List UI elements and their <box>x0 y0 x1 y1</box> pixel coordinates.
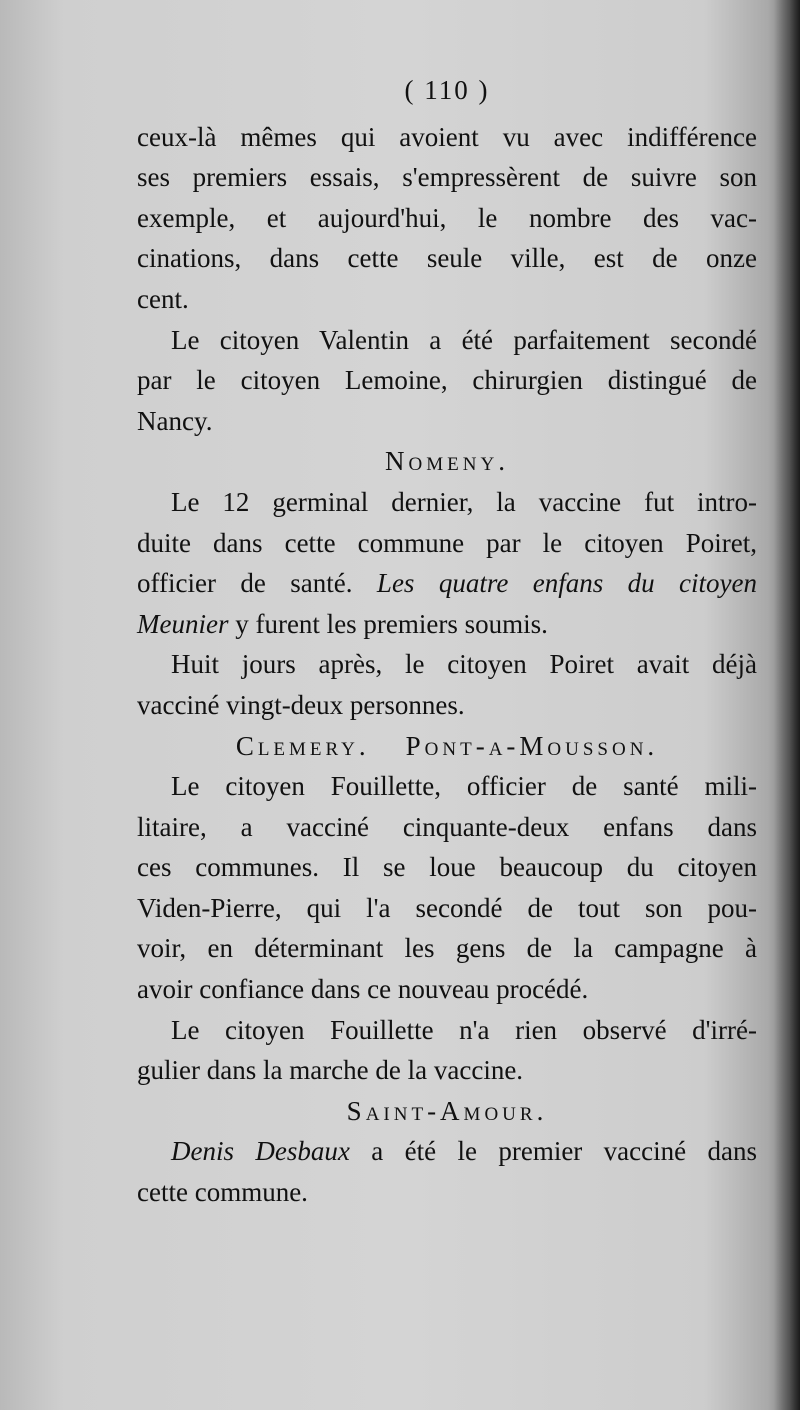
page-text <box>137 70 757 1213</box>
page-edge-shadow <box>774 0 800 1410</box>
text-line <box>137 563 757 604</box>
italic-text: Les quatre enfans du citoyen <box>376 568 758 599</box>
heading-clemery: Clemery. <box>235 730 370 761</box>
text-line: exemple, et aujourd'hui, le nombre des vac- <box>137 202 757 233</box>
text-line: cent. <box>137 283 189 314</box>
text-line <box>137 1131 757 1172</box>
text-fragment: y furent les premiers soumis. <box>235 608 548 639</box>
text-line: avoir confiance dans ce nouveau procédé. <box>137 974 589 1005</box>
text-line: gulier dans la marche de la vaccine. <box>137 1055 524 1086</box>
text-line: ses premiers essais, s'empressèrent de suivre son <box>137 162 757 193</box>
text-line: Le citoyen Fouillette, officier de santé mili- <box>171 771 757 802</box>
text-line: Huit jours après, le citoyen Poiret avait déjà <box>171 649 757 680</box>
text-line: par le citoyen Lemoine, chirurgien distingué de <box>137 365 757 396</box>
text-line: Le citoyen Valentin a été parfaitement secondé <box>171 324 757 355</box>
text-line: Le 12 germinal dernier, la vaccine fut intro- <box>171 486 757 517</box>
text-line: Viden-Pierre, qui l'a secondé de tout son pou- <box>137 892 757 923</box>
page-number: ( 110 ) <box>404 75 490 105</box>
text-line: Le citoyen Fouillette n'a rien observé d'irré- <box>171 1014 757 1045</box>
text-fragment: a été le premier vacciné dans <box>371 1136 758 1167</box>
text-line: voir, en déterminant les gens de la campagne à <box>137 933 757 964</box>
text-line: cette commune. <box>137 1177 308 1208</box>
text-line: cinations, dans cette seule ville, est de onze <box>137 243 757 274</box>
text-line: duite dans cette commune par le citoyen Poiret, <box>137 527 757 558</box>
text-line: litaire, a vacciné cinquante-deux enfans dans <box>137 811 757 842</box>
italic-text: Denis Desbaux <box>171 1136 350 1167</box>
text-line: ces communes. Il se loue beaucoup du citoyen <box>137 852 757 883</box>
text-line <box>137 604 757 645</box>
italic-text: Meunier <box>137 608 229 639</box>
text-line: Nancy. <box>137 405 213 436</box>
section-heading-saint-amour: Saint-Amour. <box>346 1095 548 1126</box>
section-heading-nomeny: Nomeny. <box>385 446 509 477</box>
text-fragment: officier de santé. <box>137 568 353 599</box>
section-heading-clemery-pont-a-mousson <box>137 726 757 767</box>
heading-pont-a-mousson: Pont-a-Mousson. <box>405 730 659 761</box>
text-line: vacciné vingt-deux personnes. <box>137 689 465 720</box>
text-line: ceux-là mêmes qui avoient vu avec indifférence <box>137 121 757 152</box>
